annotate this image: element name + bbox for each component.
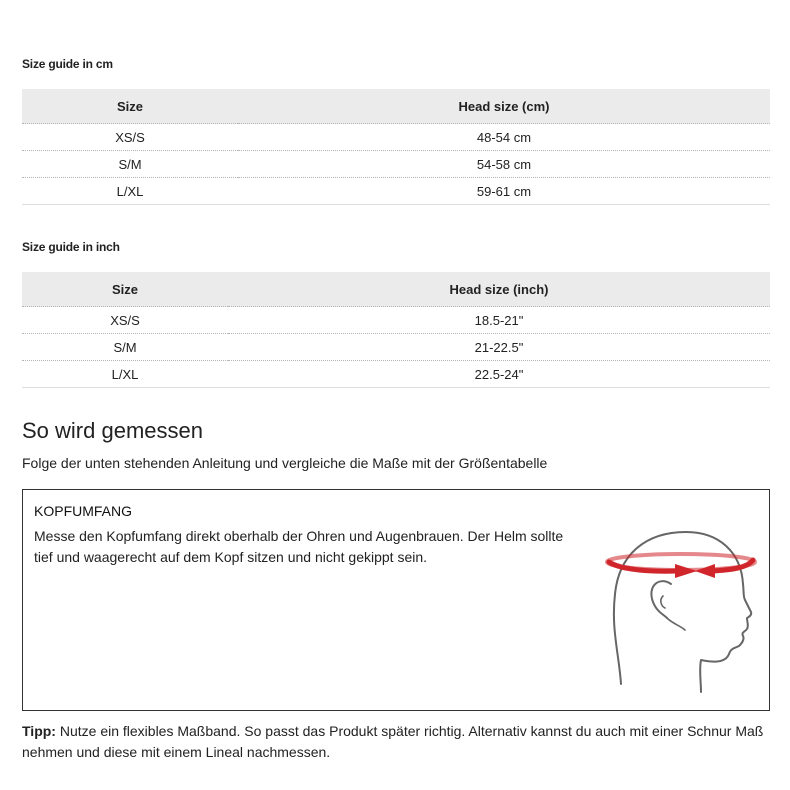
head-size-cell: 22.5-24" [228,361,770,388]
head-size-column-header: Head size (inch) [228,272,770,307]
cm-guide-caption: Size guide in cm [22,57,113,71]
table-row [22,151,770,178]
size-cell: S/M [22,151,238,178]
head-size-cell: 59-61 cm [238,178,770,205]
table-row [22,307,770,334]
table-row [22,361,770,388]
table-row [22,178,770,205]
head-size-cell: 54-58 cm [238,151,770,178]
measure-heading: So wird gemessen [22,418,203,443]
size-cell: L/XL [22,361,228,388]
inch-guide-caption: Size guide in inch [22,240,120,254]
inch-size-table [22,272,770,388]
head-size-cell: 48-54 cm [238,124,770,151]
table-row [22,334,770,361]
tip-label: Tipp: [22,723,56,739]
tip-paragraph [22,721,772,763]
box-title: KOPFUMFANG [34,503,133,519]
table-row [22,124,770,151]
head-circumference-icon [601,514,761,694]
table-header-row [22,89,770,124]
head-size-cell: 21-22.5" [228,334,770,361]
box-instructions: Messe den Kopfumfang direkt oberhalb der Ohren und Augenbrauen. Der Helm sollte tief und waagerecht auf dem Kopf sitzen und nicht gekippt sein. [34,528,564,565]
head-circumference-box [22,489,770,711]
cm-size-table [22,89,770,205]
head-size-cell: 18.5-21" [228,307,770,334]
size-cell: XS/S [22,307,228,334]
size-column-header: Size [22,89,238,124]
table-header-row [22,272,770,307]
measure-subtext: Folge der unten stehenden Anleitung und vergleiche die Maße mit der Größentabelle [22,455,548,471]
tip-text: Nutze ein flexibles Maßband. So passt das Produkt später richtig. Alternativ kannst du auch mit einer Schnur Maß nehmen und diese mit einem Lineal nachmessen. [22,723,764,760]
size-cell: XS/S [22,124,238,151]
head-size-column-header: Head size (cm) [238,89,770,124]
size-cell: L/XL [22,178,238,205]
size-cell: S/M [22,334,228,361]
size-column-header: Size [22,272,228,307]
